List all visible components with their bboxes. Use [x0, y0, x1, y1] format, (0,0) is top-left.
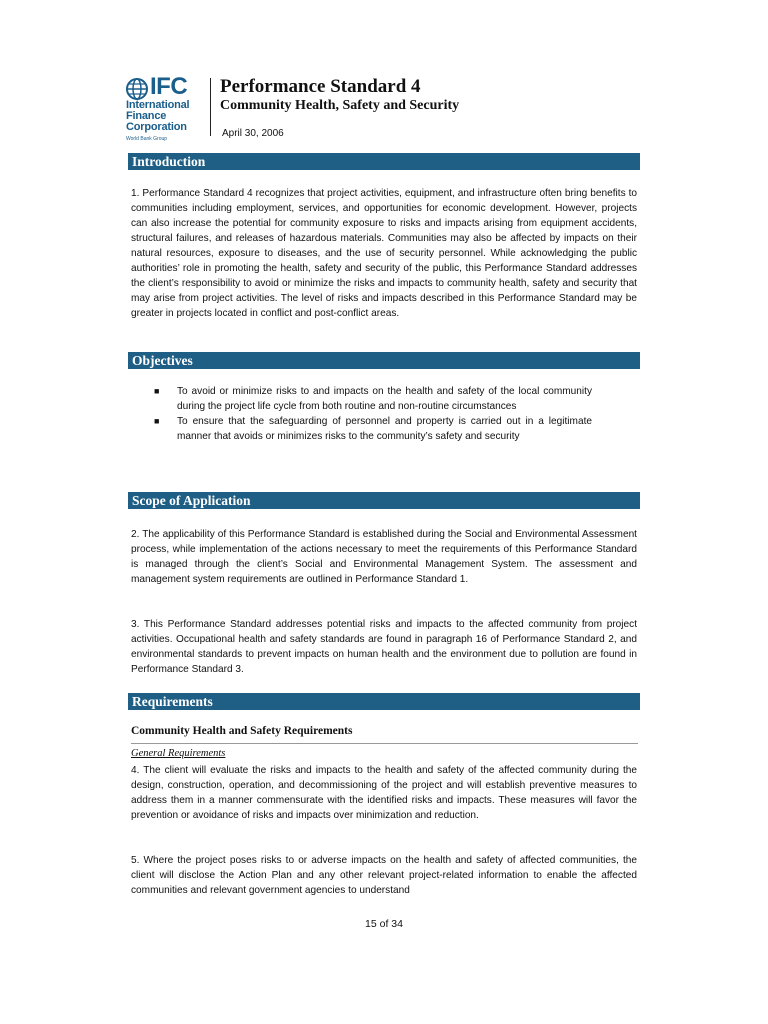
- bullet-icon: ■: [154, 386, 160, 396]
- page-number: 15 of 34: [365, 918, 403, 930]
- logo-group-text: World Bank Group: [126, 136, 168, 142]
- header-divider: [210, 78, 211, 136]
- paragraph-3: 3. This Performance Standard addresses potential risks and impacts to the affected community from project activities. Occupational health and safety standards are found in paragraph 16 of Performance Standard 2, and environmental standards to prevent impacts on human health and the environment due to pollution are found in Performance Standard 3.: [131, 619, 637, 675]
- list-item: ■ To avoid or minimize risks to and impacts on the health and safety of the local community during the project life cycle from both routine and non-routine circumstances: [154, 386, 592, 412]
- subheading-rule: [131, 743, 638, 744]
- paragraph-2: 2. The applicability of this Performance Standard is established during the Social and Environmental Assessment process, while implementation of the actions necessary to meet the requirements of this Performance Standard is managed through the client’s Social and Environmental Management System. The assessment and management system requirements are outlined in Performance Standard 1.: [131, 529, 637, 585]
- list-item: ■ To ensure that the safeguarding of personnel and property is carried out in a legitimate manner that avoids or minimizes risks to the community’s safety and security: [154, 416, 592, 442]
- section-heading-requirements: Requirements: [128, 693, 640, 710]
- objectives-list: [152, 384, 592, 444]
- paragraph-4: 4. The client will evaluate the risks and impacts to the health and safety of the affected community during the design, construction, operation, and decommissioning of the project and will establish preventive measures to address them in a manner commensurate with the identified risks and impacts. These measures will favor the prevention or avoidance of risks and impacts over minimization and reduction.: [131, 765, 637, 821]
- globe-icon: [126, 78, 148, 100]
- section-heading-objectives: Objectives: [128, 352, 640, 369]
- general-requirements-label: General Requirements: [131, 748, 226, 759]
- paragraph-5: 5. Where the project poses risks to or adverse impacts on the health and safety of affected communities, the client will disclose the Action Plan and any other relevant project-related information to enable the affected communities and relevant government agencies to understand: [131, 855, 637, 896]
- bullet-icon: ■: [154, 416, 160, 426]
- section-heading-introduction: Introduction: [128, 153, 640, 170]
- document-title: Performance Standard 4: [220, 76, 421, 97]
- document-date: April 30, 2006: [222, 128, 284, 139]
- document-subtitle: Community Health, Safety and Security: [220, 98, 460, 113]
- ifc-logo: [124, 73, 204, 142]
- paragraph-1: 1. Performance Standard 4 recognizes that project activities, equipment, and infrastructure often bring benefits to communities including employment, services, and opportunities for economic development. However, projects can also increase the potential for community exposure to risks and impacts arising from equipment accidents, structural failures, and releases of hazardous materials. Communities may also be affected by impacts on their natural resources, exposure to diseases, and the use of security personnel. While acknowledging the public authorities’ role in promoting the health, safety and security of the public, this Performance Standard addresses the client’s responsibility to avoid or minimize the risks and impacts to community health, safety and security that may arise from project activities. The level of risks and impacts described in this Performance Standard may be greater in projects located in conflict and post-conflict areas.: [131, 188, 637, 319]
- section-heading-scope: Scope of Application: [128, 492, 640, 509]
- subheading-community-health: Community Health and Safety Requirements: [131, 725, 353, 737]
- logo-org-name: International Finance Corporation: [126, 99, 190, 133]
- logo-ifc-text: IFC: [150, 73, 188, 100]
